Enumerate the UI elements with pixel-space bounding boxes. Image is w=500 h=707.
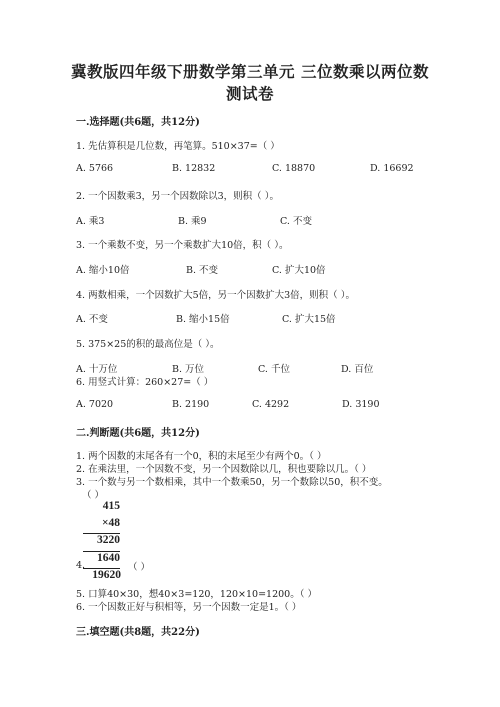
calc-multiplier: ×48 [101, 517, 120, 529]
choice-q5-option-b: B. 万位 [172, 364, 205, 375]
judge-question-1: 1. 两个因数的末尾各有一个0，积的末尾至少有两个0。（ ） [76, 451, 327, 462]
judge-question-6: 6. 一个因数正好与积相等，另一个因数一定是1。（ ） [76, 602, 302, 613]
choice-q6-option-c: C. 4292 [252, 399, 290, 410]
choice-q5-option-a: A. 十万位 [76, 364, 118, 375]
choice-q3-option-c: C. 扩大10倍 [272, 265, 326, 276]
choice-q2-option-c: C. 不变 [280, 216, 312, 227]
choice-q1-option-d: D. 16692 [370, 163, 414, 174]
calc-partial-product: 3220 [97, 534, 120, 546]
choice-q6-option-d: D. 3190 [342, 399, 380, 410]
choice-q6-option-b: B. 2190 [172, 399, 210, 410]
section-heading-choice: 一.选择题(共6题，共12分) [76, 117, 200, 128]
document-title-line1: 冀教版四年级下册数学第三单元 三位数乘以两位数 [71, 62, 429, 81]
document-title-line2: 测试卷 [225, 84, 274, 103]
choice-q2-option-a: A. 乘3 [76, 216, 105, 227]
choice-q4-option-c: C. 扩大15倍 [282, 314, 336, 325]
choice-question-5: 5. 375×25的积的最高位是（ ）。 [76, 339, 220, 350]
choice-q6-option-a: A. 7020 [76, 399, 114, 410]
choice-q4-option-b: B. 缩小15倍 [176, 314, 230, 325]
choice-question-3: 3. 一个乘数不变，另一个乘数扩大10倍，积（ ）。 [76, 240, 289, 251]
choice-question-1: 1. 先估算积是几位数，再笔算。510×37=（ ） [76, 141, 280, 152]
choice-q4-option-a: A. 不变 [76, 314, 108, 325]
choice-q1-option-a: A. 5766 [76, 163, 114, 174]
judge-question-3: 3. 一个数与另一个数相乘，其中一个数乘50，另一个数除以50，积不变。 [76, 477, 388, 488]
choice-q3-option-b: B. 不变 [186, 265, 219, 276]
choice-q5-option-d: D. 百位 [341, 364, 374, 375]
judge-question-4-number: 4. [76, 560, 86, 571]
judge-question-5: 5. 口算40×30，想40×3=120，120×10=1200。（ ） [76, 589, 317, 600]
calc-final-product: 19620 [92, 569, 121, 581]
choice-q1-option-c: C. 18870 [272, 163, 316, 174]
judge-question-4-paren: （ ） [128, 562, 151, 573]
choice-question-2: 2. 一个因数乘3，另一个因数除以3，则积（ ）。 [76, 191, 279, 202]
calc-multiplicand: 415 [102, 500, 120, 512]
calc-partial-product-2: 1640 [97, 552, 120, 564]
choice-q1-option-b: B. 12832 [172, 163, 216, 174]
judge-question-3-paren: （ ） [82, 490, 105, 501]
judge-question-2: 2. 在乘法里，一个因数不变，另一个因数除以几，积也要除以几。（ ） [76, 464, 372, 475]
choice-question-4: 4. 两数相乘，一个因数扩大5倍，另一个因数扩大3倍，则积（ ）。 [76, 290, 355, 301]
choice-q3-option-a: A. 缩小10倍 [76, 265, 130, 276]
choice-q2-option-b: B. 乘9 [178, 216, 207, 227]
choice-question-6: 6. 用竖式计算：260×27=（ ） [76, 377, 214, 388]
section-heading-judgement: 二.判断题(共6题，共12分) [76, 428, 200, 439]
choice-q5-option-c: C. 千位 [258, 364, 290, 375]
section-heading-fill-blank: 三.填空题(共8题，共22分) [76, 627, 200, 638]
